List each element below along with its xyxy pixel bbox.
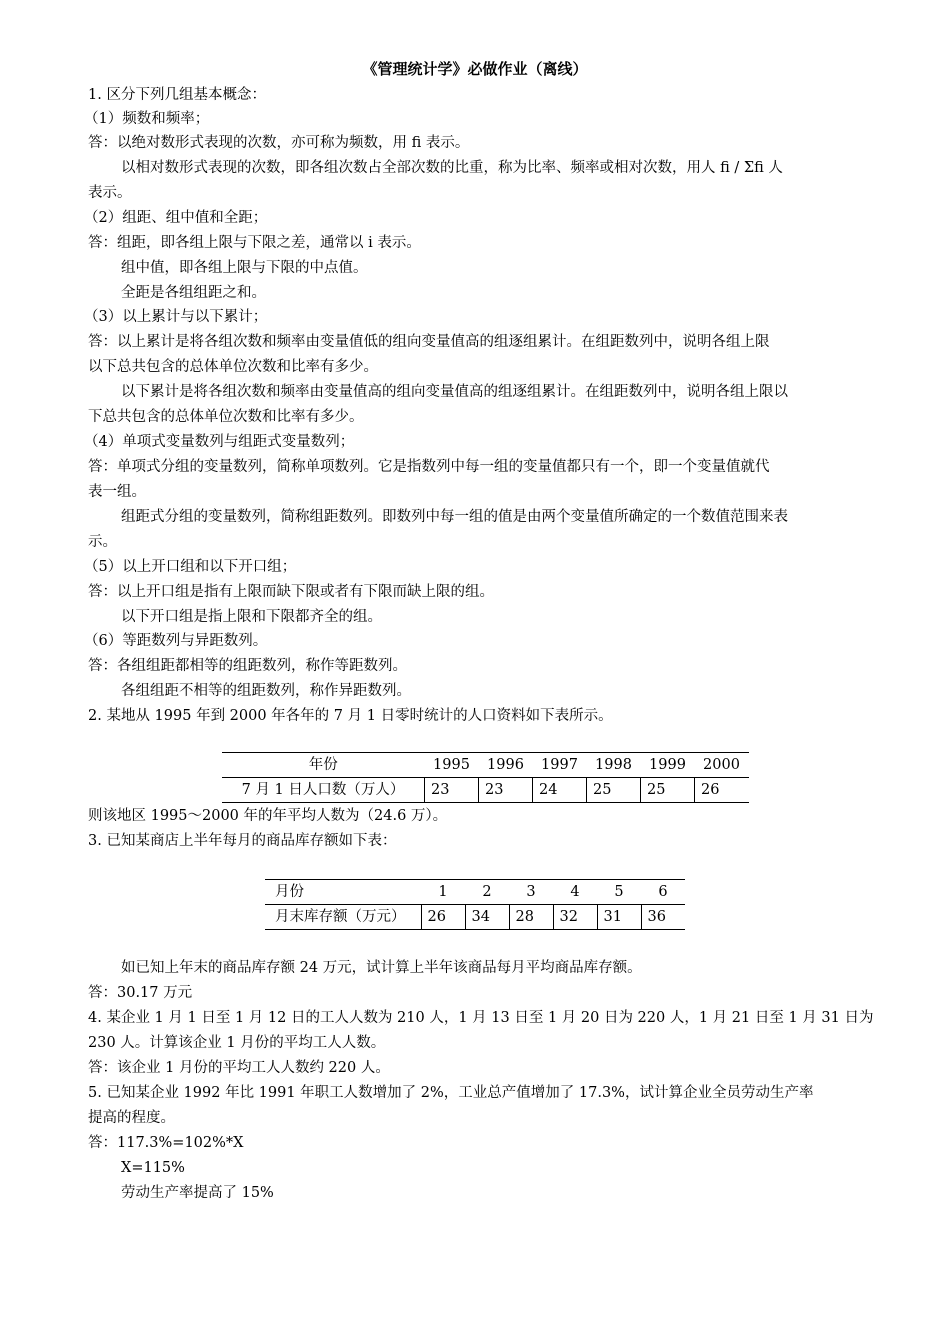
answer-2: 则该地区 1995～2000 年的年平均人数为（24.6 万）。 (88, 808, 448, 824)
table-cell: 32 (553, 905, 597, 930)
table-header-cell: 1 (421, 880, 465, 905)
question-3: 3. 已知某商店上半年每月的商品库存额如下表： (88, 833, 397, 849)
answer-1-3-cont: 以下总共包含的总体单位次数和比率有多少。 (88, 359, 378, 375)
table-row (265, 880, 685, 905)
table-header-cell: 4 (553, 880, 597, 905)
table-header-cell: 2 (465, 880, 509, 905)
answer-5-cont: X=115% (121, 1160, 185, 1176)
subquestion-1-6: （6）等距数列与异距数列。 (84, 633, 268, 649)
table-cell: 26 (421, 905, 465, 930)
table-header-cell: 月份 (265, 880, 421, 905)
answer-1-3-cont3: 下总共包含的总体单位次数和比率有多少。 (88, 409, 364, 425)
table-cell: 31 (597, 905, 641, 930)
table-row (222, 753, 749, 778)
table-header-cell: 1995 (425, 753, 479, 778)
question-3-cont: 如已知上年末的商品库存额 24 万元，试计算上半年该商品每月平均商品库存额。 (121, 960, 642, 976)
answer-1-4-cont2: 组距式分组的变量数列，简称组距数列。即数列中每一组的值是由两个变量值所确定的一个数值范围来表 (121, 509, 788, 525)
table-header-cell: 5 (597, 880, 641, 905)
population-table (222, 752, 749, 803)
table-header-cell: 3 (509, 880, 553, 905)
document-title: 《管理统计学》必做作业（离线） (362, 60, 588, 78)
table-row (265, 905, 685, 930)
table-row (222, 778, 749, 803)
table-cell: 34 (465, 905, 509, 930)
answer-4: 答：该企业 1 月份的平均工人人数约 220 人。 (88, 1060, 390, 1076)
question-5-cont: 提高的程度。 (88, 1110, 175, 1126)
question-5: 5. 已知某企业 1992 年比 1991 年职工人数增加了 2%，工业总产值增加了 17.3%，试计算企业全员劳动生产率 (88, 1085, 814, 1101)
answer-1-4-cont3: 示。 (88, 534, 117, 550)
answer-1-1-cont2: 表示。 (88, 185, 132, 201)
table-cell: 36 (641, 905, 685, 930)
inventory-table (265, 879, 685, 930)
table-header-cell: 1998 (587, 753, 641, 778)
question-4-cont: 230 人。计算该企业 1 月份的平均工人人数。 (88, 1035, 386, 1051)
subquestion-1-4: （4）单项式变量数列与组距式变量数列； (84, 434, 355, 450)
answer-1-4: 答：单项式分组的变量数列，简称单项数列。它是指数列中每一组的变量值都只有一个，即一个变量值就代 (88, 459, 770, 475)
table-header-cell: 年份 (222, 753, 425, 778)
answer-1-2: 答：组距，即各组上限与下限之差，通常以 i 表示。 (88, 235, 421, 251)
table-cell: 23 (479, 778, 533, 803)
table-cell: 月末库存额（万元） (265, 905, 421, 930)
subquestion-1-5: （5）以上开口组和以下开口组； (84, 559, 297, 575)
question-1: 1. 区分下列几组基本概念： (88, 87, 266, 103)
question-2: 2. 某地从 1995 年到 2000 年各年的 7 月 1 日零时统计的人口资料如下表所示。 (88, 708, 613, 724)
table-cell: 28 (509, 905, 553, 930)
table-header-cell: 1997 (533, 753, 587, 778)
table-cell: 7 月 1 日人口数（万人） (222, 778, 425, 803)
answer-1-1: 答：以绝对数形式表现的次数，亦可称为频数，用 fi 表示。 (88, 135, 470, 151)
answer-1-6-cont: 各组组距不相等的组距数列，称作异距数列。 (121, 683, 411, 699)
subquestion-1-2: （2）组距、组中值和全距； (84, 210, 268, 226)
answer-1-3: 答：以上累计是将各组次数和频率由变量值低的组向变量值高的组逐组累计。在组距数列中，说明各组上限 (88, 334, 770, 350)
answer-1-5-cont: 以下开口组是指上限和下限都齐全的组。 (121, 609, 382, 625)
table-cell: 23 (425, 778, 479, 803)
question-4: 4. 某企业 1 月 1 日至 1 月 12 日的工人人数为 210 人，1 月 13 日至 1 月 20 日为 220 人，1 月 21 日至 1 月 31 日为 (88, 1010, 874, 1026)
table-cell: 24 (533, 778, 587, 803)
answer-1-2-cont: 组中值，即各组上限与下限的中点值。 (121, 260, 368, 276)
table-header-cell: 1996 (479, 753, 533, 778)
answer-1-4-cont: 表一组。 (88, 484, 146, 500)
table-header-cell: 6 (641, 880, 685, 905)
table-header-cell: 1999 (641, 753, 695, 778)
table-cell: 26 (695, 778, 749, 803)
answer-3: 答：30.17 万元 (88, 985, 193, 1001)
table-cell: 25 (587, 778, 641, 803)
answer-1-3-cont2: 以下累计是将各组次数和频率由变量值高的组向变量值高的组逐组累计。在组距数列中，说明各组上限以 (121, 384, 788, 400)
answer-1-5: 答：以上开口组是指有上限而缺下限或者有下限而缺上限的组。 (88, 584, 494, 600)
answer-1-2-cont2: 全距是各组组距之和。 (121, 285, 266, 301)
subquestion-1-3: （3）以上累计与以下累计； (84, 309, 268, 325)
answer-1-1-cont: 以相对数形式表现的次数，即各组次数占全部次数的比重，称为比率、频率或相对次数，用人 fi / Σfi 人 (121, 160, 783, 176)
answer-5-cont2: 劳动生产率提高了 15% (121, 1185, 274, 1201)
answer-5: 答：117.3%=102%*X (88, 1135, 244, 1151)
answer-1-6: 答：各组组距都相等的组距数列，称作等距数列。 (88, 658, 407, 674)
table-header-cell: 2000 (695, 753, 749, 778)
table-cell: 25 (641, 778, 695, 803)
subquestion-1-1: （1）频数和频率； (84, 111, 210, 127)
